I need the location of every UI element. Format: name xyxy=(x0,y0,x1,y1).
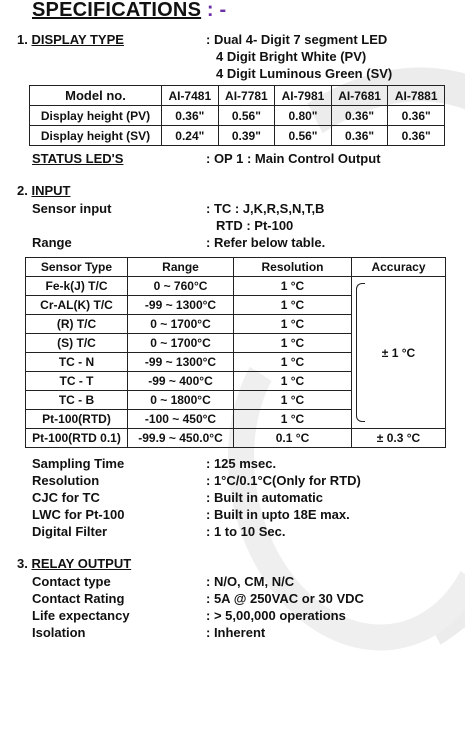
brace-icon xyxy=(356,283,365,422)
section-input-heading xyxy=(17,183,70,198)
table-cell: (S) T/C xyxy=(26,334,128,353)
table-cell: Pt-100(RTD 0.1) xyxy=(26,429,128,448)
section-number: 3. xyxy=(17,556,28,571)
spec-value: : N/O, CM, N/C xyxy=(206,574,295,589)
spec-value: : 1 to 10 Sec. xyxy=(206,524,286,539)
status-leds-label: STATUS LED'S xyxy=(32,151,124,166)
table-cell: 0.1 °C xyxy=(234,429,352,448)
table-cell: -99 ~ 1300°C xyxy=(128,296,234,315)
table-cell: 0.36" xyxy=(331,106,388,126)
section-title: DISPLAY TYPE xyxy=(31,32,124,47)
table-cell: 0.39" xyxy=(218,126,275,146)
table-cell: Display height (SV) xyxy=(30,126,162,146)
spec-label: Resolution xyxy=(32,473,100,488)
spec-value: : > 5,00,000 operations xyxy=(206,608,346,623)
section-relay-heading xyxy=(17,556,131,571)
display-type-line-3: 4 Digit Luminous Green (SV) xyxy=(216,66,393,81)
spec-label: LWC for Pt-100 xyxy=(32,507,125,522)
model-table xyxy=(29,85,445,146)
table-cell: -99 ~ 1300°C xyxy=(128,353,234,372)
sensor-input-rtd: RTD : Pt-100 xyxy=(216,218,294,233)
section-number: 2. xyxy=(17,183,28,198)
table-row xyxy=(26,429,446,448)
table-cell: 1 °C xyxy=(234,372,352,391)
spec-value: : Built in upto 18E max. xyxy=(206,507,350,522)
table-cell: 0.36" xyxy=(388,126,445,146)
table-cell: 0.36" xyxy=(388,106,445,126)
table-cell: -99 ~ 400°C xyxy=(128,372,234,391)
table-cell: 0 ~ 760°C xyxy=(128,277,234,296)
spec-label: Sampling Time xyxy=(32,456,125,471)
table-cell: -99.9 ~ 450.0°C xyxy=(128,429,234,448)
spec-value: : Built in automatic xyxy=(206,490,323,505)
section-title: RELAY OUTPUT xyxy=(31,556,132,571)
table-cell: (R) T/C xyxy=(26,315,128,334)
sensor-header-cell: Accuracy xyxy=(352,258,446,277)
table-cell: 0.56" xyxy=(275,126,332,146)
section-display-heading xyxy=(17,32,124,47)
table-row xyxy=(26,277,446,296)
table-cell: 0.56" xyxy=(218,106,275,126)
table-cell: 1 °C xyxy=(234,353,352,372)
table-cell: 1 °C xyxy=(234,334,352,353)
spec-value: : 1°C/0.1°C(Only for RTD) xyxy=(206,473,361,488)
accuracy-group-cell xyxy=(352,277,446,429)
table-cell: 0.24" xyxy=(162,126,219,146)
spec-value: : Inherent xyxy=(206,625,266,640)
table-cell: TC - N xyxy=(26,353,128,372)
spec-value: : 125 msec. xyxy=(206,456,277,471)
model-header-cell: AI-7481 xyxy=(162,86,219,106)
sensor-header-cell: Sensor Type xyxy=(26,258,128,277)
sensor-table xyxy=(25,257,446,448)
table-cell: 0.36" xyxy=(331,126,388,146)
section-title: INPUT xyxy=(31,183,71,198)
table-cell: 0 ~ 1800°C xyxy=(128,391,234,410)
table-cell: TC - B xyxy=(26,391,128,410)
display-type-line-1: : Dual 4- Digit 7 segment LED xyxy=(206,32,388,47)
sensor-header-cell: Range xyxy=(128,258,234,277)
title-suffix: : - xyxy=(206,0,227,21)
spec-label: Isolation xyxy=(32,625,86,640)
model-header-cell: AI-7881 xyxy=(388,86,445,106)
title-text: SPECIFICATIONS xyxy=(32,0,202,21)
spec-label: CJC for TC xyxy=(32,490,100,505)
spec-label: Contact Rating xyxy=(32,591,125,606)
sensor-header-cell: Resolution xyxy=(234,258,352,277)
sensor-table-header xyxy=(26,258,446,277)
table-cell: -100 ~ 450°C xyxy=(128,410,234,429)
table-cell: 1 °C xyxy=(234,277,352,296)
range-label: Range xyxy=(32,235,72,250)
table-cell: 1 °C xyxy=(234,315,352,334)
section-number: 1. xyxy=(17,32,28,47)
status-leds-value: : OP 1 : Main Control Output xyxy=(206,151,381,166)
table-cell: 0 ~ 1700°C xyxy=(128,334,234,353)
table-cell: 0 ~ 1700°C xyxy=(128,315,234,334)
table-cell: 0.80" xyxy=(275,106,332,126)
table-cell: Display height (PV) xyxy=(30,106,162,126)
sensor-input-label: Sensor input xyxy=(32,201,112,216)
sensor-input-tc: : TC : J,K,R,S,N,T,B xyxy=(206,201,325,216)
table-cell: Pt-100(RTD) xyxy=(26,410,128,429)
table-cell: Fe-k(J) T/C xyxy=(26,277,128,296)
table-cell: 1 °C xyxy=(234,296,352,315)
table-cell: 1 °C xyxy=(234,410,352,429)
table-cell: 0.36" xyxy=(162,106,219,126)
model-header-cell: AI-7681 xyxy=(331,86,388,106)
table-cell: TC - T xyxy=(26,372,128,391)
range-value: : Refer below table. xyxy=(206,235,326,250)
spec-value: : 5A @ 250VAC or 30 VDC xyxy=(206,591,364,606)
table-cell: ± 0.3 °C xyxy=(352,429,446,448)
spec-label: Contact type xyxy=(32,574,111,589)
model-header-cell: Model no. xyxy=(30,86,162,106)
page-title xyxy=(32,0,226,22)
model-header-cell: AI-7781 xyxy=(218,86,275,106)
table-cell: Cr-AL(K) T/C xyxy=(26,296,128,315)
table-row xyxy=(30,106,445,126)
group-accuracy: ± 1 °C xyxy=(381,345,416,360)
spec-label: Life expectancy xyxy=(32,608,130,623)
model-header-cell: AI-7981 xyxy=(275,86,332,106)
model-table-header xyxy=(30,86,445,106)
display-type-line-2: 4 Digit Bright White (PV) xyxy=(216,49,367,64)
spec-label: Digital Filter xyxy=(32,524,108,539)
table-cell: 1 °C xyxy=(234,391,352,410)
table-row xyxy=(30,126,445,146)
